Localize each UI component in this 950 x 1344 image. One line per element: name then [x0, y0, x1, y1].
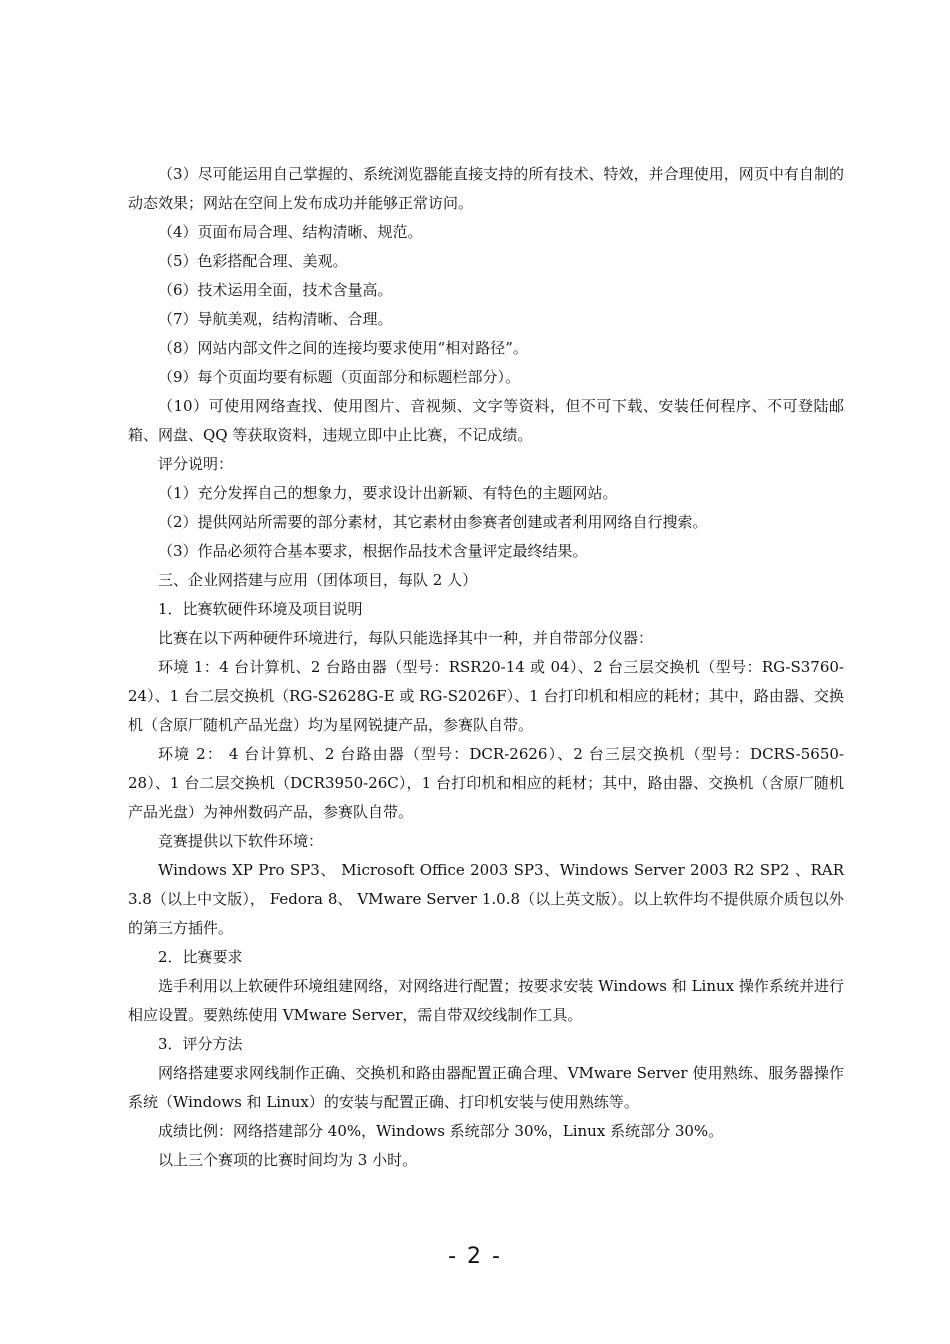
score-ratio-text: 成绩比例：网络搭建部分 40%，Windows 系统部分 30%，Linux 系统部分 30%。 — [158, 1122, 724, 1140]
software-list: Windows XP Pro SP3、 Microsoft Office 2003 SP3、Windows Server 2003 R2 SP2 、RAR 3.8（以上中文版）， Fedora 8、 VMware Server 1.0.8（以上英文版）。以上软件均不提供原介质包以外的第三方插件。 — [128, 861, 844, 937]
scoring-heading: 评分说明： — [158, 455, 234, 473]
page-number: - 2 - — [448, 1244, 502, 1269]
paragraph-item-3: （3）尽可能运用自己掌握的、系统浏览器能直接支持的所有技术、特效，并合理使用，网页中有自制的动态效果；网站在空间上发布成功并能够正常访问。 — [128, 165, 844, 212]
paragraph-item-7: （7）导航美观，结构清晰、合理。 — [158, 310, 393, 328]
environment-intro: 比赛在以下两种硬件环境进行，每队只能选择其中一种，并自带部分仪器： — [158, 629, 654, 647]
paragraph-item-8: （8）网站内部文件之间的连接均要求使用“相对路径”。 — [158, 339, 528, 357]
scoring-method-text: 网络搭建要求网线制作正确、交换机和路由器配置正确合理、VMware Server 使用熟练、服务器操作系统（Windows 和 Linux）的安装与配置正确、打印机安装与使用熟练等。 — [128, 1064, 844, 1111]
paragraph-item-9: （9）每个页面均要有标题（页面部分和标题栏部分）。 — [158, 368, 521, 386]
subheading-1: 1．比赛软硬件环境及项目说明 — [158, 600, 363, 618]
paragraph-item-4: （4）页面布局合理、结构清晰、规范。 — [158, 223, 423, 241]
requirements-text: 选手利用以上软硬件环境组建网络，对网络进行配置；按要求安装 Windows 和 Linux 操作系统并进行相应设置。要熟练使用 VMware Server，需自带双绞线制作工具。 — [128, 977, 844, 1024]
paragraph-item-10: （10）可使用网络查找、使用图片、音视频、文字等资料，但不可下载、安装任何程序、不可登陆邮箱、网盘、QQ 等获取资料，违规立即中止比赛，不记成绩。 — [128, 397, 844, 444]
scoring-item-2: （2）提供网站所需要的部分素材，其它素材由参赛者创建或者利用网络自行搜索。 — [158, 513, 708, 531]
section-heading-3: 三、企业网搭建与应用（团体项目，每队 2 人） — [158, 571, 478, 589]
environment-1: 环境 1：4 台计算机、2 台路由器（型号：RSR20-14 或 04）、2 台三层交换机（型号：RG-S3760-24）、1 台二层交换机（RG-S2628G-E 或 RG-S2026F）、1 台打印机和相应的耗材；其中，路由器、交换机（含原厂随机产品光盘）均为星网锐捷产品，参赛队自带。 — [128, 658, 844, 734]
paragraph-item-5: （5）色彩搭配合理、美观。 — [158, 252, 348, 270]
software-intro: 竞赛提供以下软件环境： — [158, 832, 324, 850]
time-limit-text: 以上三个赛项的比赛时间均为 3 小时。 — [158, 1151, 418, 1169]
body-text — [128, 160, 844, 1175]
scoring-item-3: （3）作品必须符合基本要求，根据作品技术含量评定最终结果。 — [158, 542, 588, 560]
environment-2: 环境 2： 4 台计算机、2 台路由器（型号：DCR-2626）、2 台三层交换机（型号：DCRS-5650-28）、1 台二层交换机（DCR3950-26C），1 台打印机和相应的耗材；其中，路由器、交换机（含原厂随机产品光盘）为神州数码产品，参赛队自带。 — [128, 745, 844, 821]
subheading-2: 2．比赛要求 — [158, 948, 243, 966]
scoring-item-1: （1）充分发挥自己的想象力，要求设计出新颖、有特色的主题网站。 — [158, 484, 618, 502]
paragraph-item-6: （6）技术运用全面，技术含量高。 — [158, 281, 393, 299]
subheading-3: 3．评分方法 — [158, 1035, 243, 1053]
